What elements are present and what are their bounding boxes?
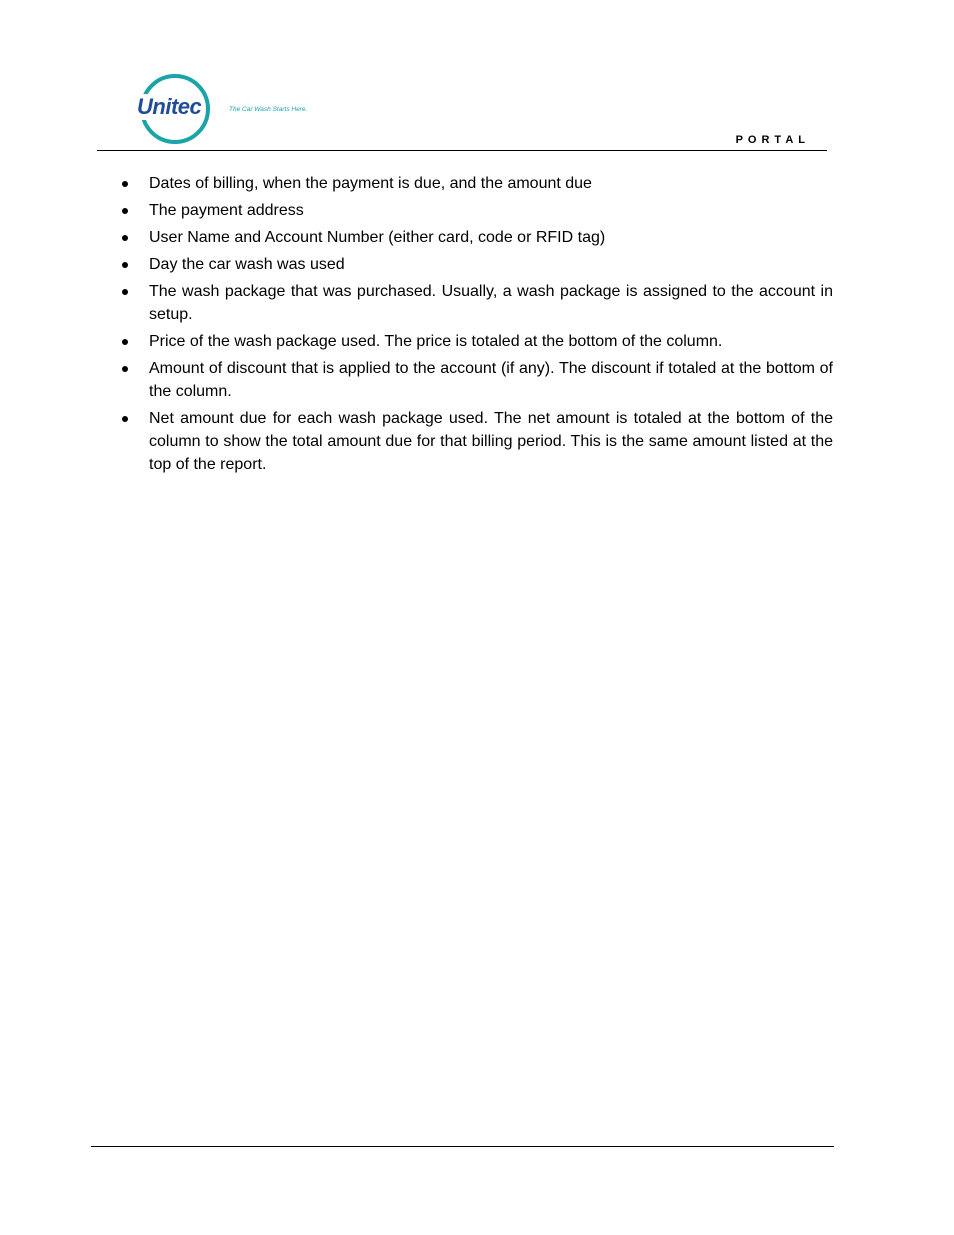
bullet-icon: [122, 181, 128, 187]
header-divider: [97, 150, 827, 151]
list-item: [120, 330, 833, 353]
logo-tagline: The Car Wash Starts Here.: [229, 106, 308, 113]
list-item: [120, 199, 833, 222]
list-item-text: Price of the wash package used. The price is totaled at the bottom of the column.: [149, 333, 723, 350]
bullet-icon: [122, 235, 128, 241]
logo-brand: Unitec: [137, 94, 202, 119]
bullet-icon: [122, 289, 128, 295]
list-item-text: Day the car wash was used: [149, 256, 345, 273]
bullet-icon: [122, 262, 128, 268]
list-item: [120, 172, 833, 195]
list-item-text: Net amount due for each wash package used. The net amount is totaled at the bottom of the column to show the total amount due for that billing period. This is the same amount listed at the top of the report.: [149, 410, 833, 473]
section-label: PORTAL: [735, 134, 810, 146]
list-item-text: The wash package that was purchased. Usually, a wash package is assigned to the account in setup.: [149, 283, 833, 323]
list-item: [120, 357, 833, 403]
list-item-text: Amount of discount that is applied to the account (if any). The discount if totaled at the bottom of the column.: [149, 360, 833, 400]
footer-divider: [91, 1146, 834, 1147]
list-item-text: User Name and Account Number (either card, code or RFID tag): [149, 229, 606, 246]
unitec-logo: [136, 72, 336, 150]
list-item: [120, 407, 833, 476]
bullet-list: [120, 172, 833, 480]
bullet-icon: [122, 366, 128, 372]
list-item: [120, 253, 833, 276]
bullet-icon: [122, 416, 128, 422]
list-item: [120, 280, 833, 326]
list-item-text: Dates of billing, when the payment is due, and the amount due: [149, 175, 592, 192]
bullet-icon: [122, 208, 128, 214]
list-item-text: The payment address: [149, 202, 304, 219]
bullet-icon: [122, 339, 128, 345]
list-item: [120, 226, 833, 249]
